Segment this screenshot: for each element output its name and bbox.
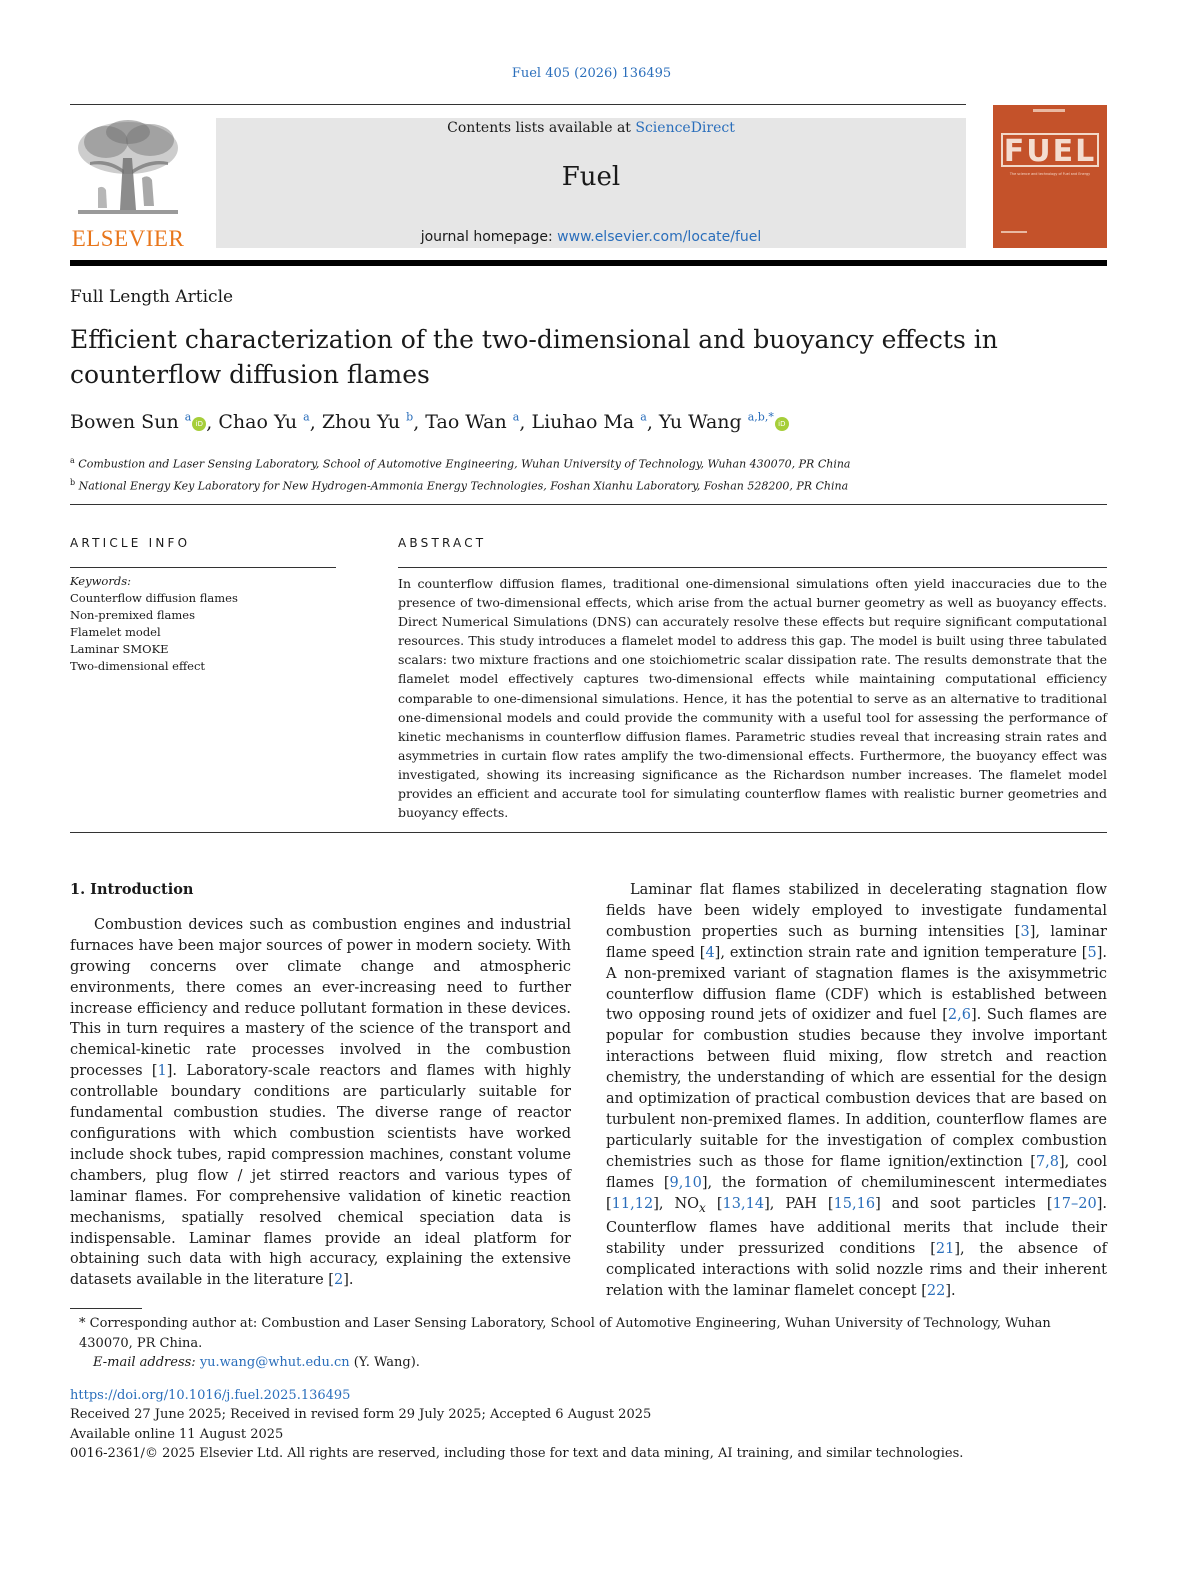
author-list xyxy=(70,411,789,433)
author-separator: , xyxy=(413,411,426,434)
text-run: ], the absence of complicated interactions with solid nozzle rims and their inherent relation with the laminar flamelet concept [ xyxy=(606,1241,1107,1300)
citation-link[interactable]: 21 xyxy=(935,1241,955,1258)
body-right-column xyxy=(606,880,1107,1302)
text-run: ], NO xyxy=(653,1195,700,1212)
journal-reference[interactable]: Fuel 405 (2026) 136495 xyxy=(511,66,672,81)
keyword: Two-dimensional effect xyxy=(70,659,206,673)
citation-link[interactable]: 7,8 xyxy=(1035,1153,1060,1170)
citation-link[interactable]: 17–20 xyxy=(1052,1195,1097,1212)
article-title: Efficient characterization of the two-dimensional and buoyancy effects in counterflow diffusion flames xyxy=(70,325,998,389)
keywords-label: Keywords: xyxy=(70,574,131,588)
affiliation-marker[interactable]: a xyxy=(512,411,520,424)
cover-subtitle: The science and technology of Fuel and Energy xyxy=(1009,172,1091,176)
section-heading: 1. Introduction xyxy=(70,881,194,898)
keyword: Non-premixed flames xyxy=(70,608,195,622)
citation-link[interactable]: 2 xyxy=(333,1272,344,1289)
cover-decoration xyxy=(1033,109,1065,112)
citation-link[interactable]: 22 xyxy=(926,1283,946,1300)
affiliation-a: $^a$ Combustion and Laser Sensing Laboratory, School of Automotive Engineering, Wuhan University of Technology, Wuhan 430070, PR China xyxy=(70,456,851,471)
divider xyxy=(70,567,336,568)
body-left-column xyxy=(70,880,571,1291)
citation-link[interactable]: 3 xyxy=(1020,923,1030,940)
affiliation-marker[interactable]: a xyxy=(303,411,310,424)
affiliation-marker[interactable]: a xyxy=(184,411,192,424)
affiliation-marker[interactable]: b xyxy=(406,411,414,424)
affiliation-marker[interactable]: a xyxy=(640,411,647,424)
header-thick-rule xyxy=(70,260,1107,266)
subscript: x xyxy=(699,1200,706,1215)
elsevier-wordmark: ELSEVIER xyxy=(71,226,185,251)
orcid-icon[interactable]: iD xyxy=(775,417,789,431)
affiliations xyxy=(70,452,851,495)
author-separator: , xyxy=(309,411,322,434)
footnote xyxy=(70,1314,1107,1373)
email-link[interactable]: yu.wang@whut.edu.cn xyxy=(199,1355,350,1370)
text-run: ]. Laboratory-scale reactors and flames with highly controllable boundary conditions are particularly suitable for fundamental combustion studies. The diverse range of reactor configurations with which combustion scientists have worked include shock tubes, rapid compression machines, constant volume chambers, plug flow / jet stirred reactors and various types of laminar flames. For comprehensive validation of kinetic reaction mechanisms, spatially resolved chemical speciation data is indispensable. Laminar flames provide an ideal platform for obtaining such data with high accuracy, explaining the extensive datasets available in the literature [ xyxy=(70,1063,571,1289)
cover-decoration xyxy=(1001,231,1027,233)
text-run: ]. Such flames are popular for combustion studies because they involve important interactions between fluid mixing, flow stretch and reaction chemistry, the understanding of which are essential for the design and optimization of practical combustion devices that are based on turbulent non-premixed flames. In addition, counterflow flames are particularly suitable for the investigation of complex combustion chemistries such as those for flame ignition/extinction [ xyxy=(606,1007,1107,1170)
divider xyxy=(70,504,1107,505)
citation-link[interactable]: 13,14 xyxy=(722,1195,765,1212)
text-run: ], cool flames [ xyxy=(606,1153,1108,1191)
keywords-block xyxy=(70,573,238,675)
divider xyxy=(70,832,1107,833)
citation-link[interactable]: 9,10 xyxy=(669,1174,702,1191)
author-separator: , xyxy=(519,411,532,434)
text-run: Combustion devices such as combustion engines and industrial furnaces have been major sources of power in modern society. With growing concerns over climate change and atmospheric environments, there comes an ever-increasing need to further increase efficiency and reduce pollutant formation in these devices. This in turn requires a mastery of the science of the transport and chemical-kinetic rate processes involved in the combustion processes [ xyxy=(70,916,571,1080)
citation-link[interactable]: 11,12 xyxy=(611,1195,654,1212)
text-run: ]. A non-premixed variant of stagnation flames is the axisymmetric counterflow diffusion flame (CDF) which is established between two opposing round jets of oxidizer and fuel [ xyxy=(606,944,1107,1024)
copyright: 0016-2361/© 2025 Elsevier Ltd. All rights are reserved, including those for text and data mining, AI training, and similar technologies. xyxy=(70,1446,964,1462)
text-run: ]. xyxy=(945,1283,956,1300)
sciencedirect-link[interactable]: ScienceDirect xyxy=(635,120,735,136)
elsevier-tree-icon xyxy=(68,118,188,224)
journal-cover[interactable] xyxy=(993,105,1107,248)
text-run: [ xyxy=(705,1195,723,1212)
elsevier-logo[interactable] xyxy=(68,118,188,250)
author[interactable]: Bowen Sun $^a$iD xyxy=(70,411,206,433)
author[interactable]: Tao Wan $^a$ xyxy=(425,411,520,434)
text-run: ], the formation of chemiluminescent intermediates [ xyxy=(606,1174,1107,1212)
corresponding-author-note: * Corresponding author at: Combustion and Laser Sensing Laboratory, School of Automotive Engineering, Wuhan University of Technology, Wuhan 430070, PR China. xyxy=(79,1316,1051,1351)
author-separator: , xyxy=(206,411,219,434)
journal-homepage-link[interactable]: www.elsevier.com/locate/fuel xyxy=(557,229,762,245)
author[interactable]: Chao Yu $^a$ xyxy=(218,411,310,434)
email-line: E-mail address: yu.wang@whut.edu.cn (Y. Wang). xyxy=(93,1355,420,1370)
keyword: Flamelet model xyxy=(70,625,161,639)
article-info-heading: ARTICLE INFO xyxy=(70,536,191,550)
text-run: ]. Counterflow flames have additional merits that include their stability under pressurized conditions [ xyxy=(606,1195,1107,1258)
footnote-rule xyxy=(70,1308,142,1309)
homepage-line: journal homepage: www.elsevier.com/locate/fuel xyxy=(420,229,762,245)
text-run: ], PAH [ xyxy=(764,1195,834,1212)
divider xyxy=(398,567,1107,568)
author[interactable]: Yu Wang $^{a,b,*}$iD xyxy=(659,411,789,433)
keyword: Laminar SMOKE xyxy=(70,642,169,656)
citation-link[interactable]: 15,16 xyxy=(833,1195,876,1212)
affiliation-marker[interactable]: a,b,* xyxy=(747,411,774,424)
abstract-heading: ABSTRACT xyxy=(398,536,487,550)
article-type: Full Length Article xyxy=(70,287,234,307)
available-online: Available online 11 August 2025 xyxy=(70,1426,284,1442)
text-run: ], extinction strain rate and ignition temperature [ xyxy=(714,944,1088,961)
masthead xyxy=(216,118,966,248)
keyword: Counterflow diffusion flames xyxy=(70,591,238,605)
author[interactable]: Liuhao Ma $^a$ xyxy=(531,411,647,434)
body-paragraph xyxy=(606,880,1107,1302)
history-dates: Received 27 June 2025; Received in revised form 29 July 2025; Accepted 6 August 2025 xyxy=(70,1407,652,1423)
journal-name: Fuel xyxy=(561,162,621,192)
citation-link[interactable]: 4 xyxy=(705,944,715,961)
doi-link[interactable]: https://doi.org/10.1016/j.fuel.2025.136495 xyxy=(70,1388,351,1403)
author[interactable]: Zhou Yu $^b$ xyxy=(321,411,414,434)
citation-link[interactable]: 1 xyxy=(157,1063,167,1080)
affiliation-b: $^b$ National Energy Key Laboratory for New Hydrogen-Ammonia Energy Technologies, Foshan Xianhu Laboratory, Foshan 528200, PR China xyxy=(70,477,849,493)
contents-line: Contents lists available at ScienceDirect xyxy=(447,120,735,136)
author-separator: , xyxy=(646,411,659,434)
text-run: ]. xyxy=(343,1272,354,1289)
text-run: ] and soot particles [ xyxy=(875,1195,1053,1212)
cover-title: FUEL xyxy=(1001,133,1099,167)
citation-link[interactable]: 2,6 xyxy=(947,1007,971,1024)
text-run: Laminar flat flames stabilized in decelerating stagnation flow fields have been widely employed to investigate fundamental combustion properties such as burning intensities [ xyxy=(606,882,1107,940)
article-metadata xyxy=(70,1386,963,1464)
text-run: ], laminar flame speed [ xyxy=(606,923,1107,961)
abstract-text: In counterflow diffusion flames, traditional one-dimensional simulations often yield inaccuracies due to the presence of two-dimensional effects, which arise from the actual burner geometry as well as buoyancy effects. Direct Numerical Simulations (DNS) can accurately resolve these effects but require significant computational resources. This study introduces a flamelet model to address this gap. The model is built using three tabulated scalars: two mixture fractions and one stoichiometric scalar dissipation rate. The results demonstrate that the flamelet model effectively captures two-dimensional effects while maintaining computational efficiency comparable to one-dimensional simulations. Hence, it has the potential to serve as an alternative to traditional one-dimensional models and could provide the community with a useful tool for assessing the performance of kinetic mechanisms in counterflow diffusion flames. Parametric studies reveal that increasing strain rates and asymmetries in curtain flow rates amplify the two-dimensional effects. Furthermore, the buoyancy effect was investigated, showing its increasing significance as the Richardson number increases. The flamelet model provides an efficient and accurate tool for simulating counterflow flames with realistic burner geometries and buoyancy effects. xyxy=(398,576,1107,821)
citation-link[interactable]: 5 xyxy=(1087,944,1097,961)
body-paragraph xyxy=(70,915,571,1291)
header-top-rule xyxy=(70,104,966,105)
orcid-icon[interactable]: iD xyxy=(192,417,206,431)
